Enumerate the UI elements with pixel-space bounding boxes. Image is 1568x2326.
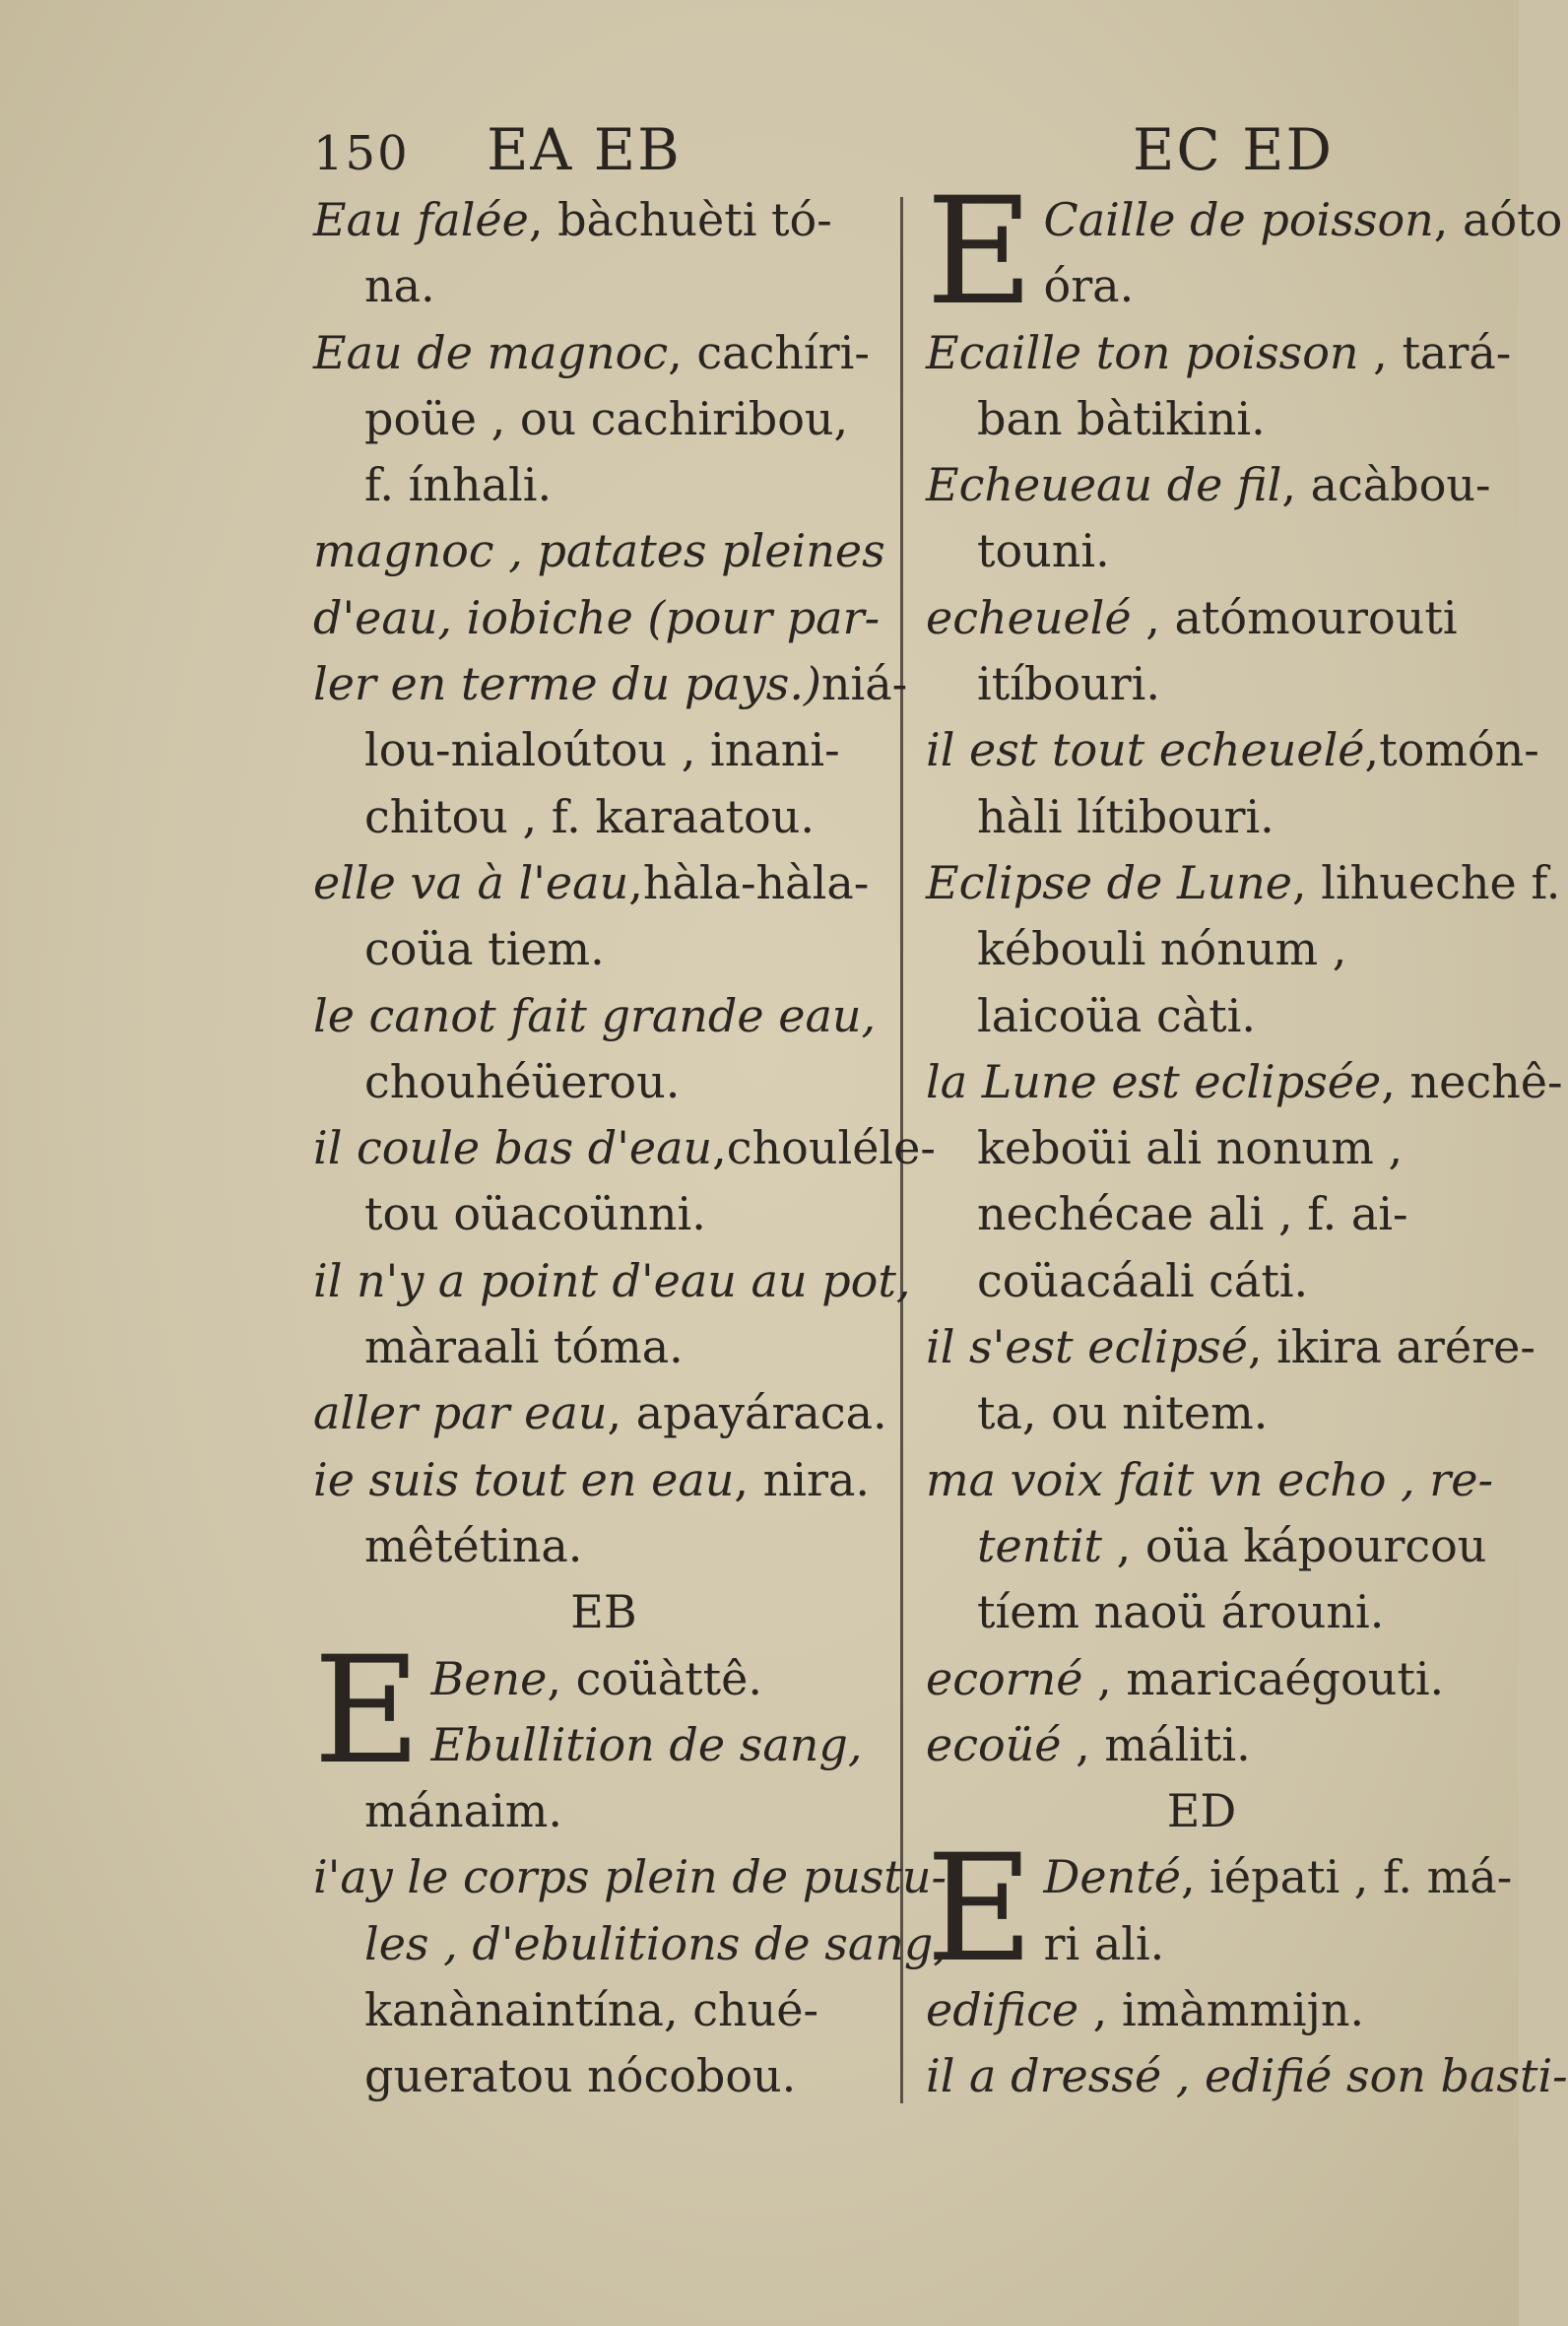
entry-caribbean: hàli lítibouri. bbox=[977, 789, 1274, 843]
entry-line bbox=[313, 1513, 894, 1579]
entry-french: il est tout echeuelé bbox=[926, 723, 1365, 777]
entry-line bbox=[313, 187, 894, 253]
entry-caribbean: na. bbox=[364, 259, 435, 313]
entry-line bbox=[313, 1778, 894, 1844]
entry-separator: , bbox=[712, 1121, 727, 1175]
entry-caribbean: , coüàttê. bbox=[547, 1651, 762, 1705]
entry-french: d'eau, iobiche (pour par- bbox=[313, 590, 881, 644]
entry-line bbox=[926, 386, 1477, 452]
entry-french: Bene bbox=[430, 1651, 548, 1705]
dropcap-entry-ecaille bbox=[926, 166, 1563, 338]
entry-caribbean: máliti. bbox=[1104, 1717, 1251, 1771]
entry-separator: , bbox=[1078, 1983, 1122, 2037]
entry-caribbean: tou oüacoünni. bbox=[364, 1187, 706, 1241]
entry-line bbox=[313, 1314, 894, 1380]
running-header-left bbox=[313, 116, 682, 183]
entry-line bbox=[926, 1115, 1477, 1181]
entry-line bbox=[926, 1977, 1477, 2043]
entry-french: il s'est eclipsé bbox=[926, 1320, 1248, 1374]
entry-french: aller par eau bbox=[313, 1386, 608, 1440]
entry-line bbox=[313, 320, 894, 386]
entry-line bbox=[313, 518, 894, 584]
entry-separator: , bbox=[607, 1386, 636, 1440]
entry-separator: , bbox=[1102, 1518, 1145, 1572]
drop-cap-letter: E bbox=[926, 166, 1034, 338]
entry-caribbean: tomón- bbox=[1379, 723, 1539, 777]
entry-french: il n'y a point d'eau au pot, bbox=[313, 1253, 911, 1307]
entry-caribbean: lihueche f. bbox=[1321, 855, 1561, 909]
entry-caribbean: laicoüa càti. bbox=[977, 988, 1256, 1042]
entry-french: Denté bbox=[1043, 1850, 1181, 1904]
entry-line bbox=[926, 518, 1477, 584]
entry-caribbean: óra. bbox=[1043, 259, 1135, 313]
entry-line bbox=[926, 1049, 1563, 1115]
entry-line bbox=[926, 585, 1477, 651]
entry-french: ie suis tout en eau bbox=[313, 1452, 735, 1506]
entry-line bbox=[313, 1911, 947, 1977]
entry-caribbean: gueratou nócobou. bbox=[364, 2049, 797, 2103]
entry-line bbox=[313, 1447, 894, 1513]
section-heading-eb: EB bbox=[570, 1585, 637, 1639]
entry-separator: , bbox=[1131, 590, 1175, 644]
entry-caribbean: nechê- bbox=[1409, 1054, 1563, 1108]
entry-line bbox=[313, 983, 894, 1049]
entry-french: le canot fait grande eau, bbox=[313, 988, 877, 1042]
entry-line bbox=[926, 1646, 1477, 1712]
entry-caribbean: poüe , ou cachiribou, bbox=[364, 391, 849, 445]
right-column bbox=[926, 166, 1568, 2110]
entry-caribbean: itíbouri. bbox=[977, 657, 1160, 711]
entry-line bbox=[313, 585, 894, 651]
drop-cap-letter: E bbox=[313, 1625, 422, 1797]
entry-caribbean: ri ali. bbox=[1043, 1916, 1165, 1970]
entry-french: Ecaille ton poisson bbox=[926, 325, 1359, 379]
entry-separator: , bbox=[1358, 325, 1403, 379]
drop-cap-letter: E bbox=[926, 1824, 1034, 1996]
entry-caribbean: maricaégouti. bbox=[1126, 1651, 1445, 1705]
entry-french: ecoüé bbox=[926, 1717, 1062, 1771]
dropcap-entry-ebene bbox=[313, 1625, 894, 1797]
entry-line bbox=[926, 784, 1477, 850]
entry-french: ma voix fait vn echo , re- bbox=[926, 1452, 1494, 1506]
entry-french: les , d'ebulitions de sang, bbox=[364, 1916, 947, 1970]
entry-caribbean: , iépati , f. má- bbox=[1180, 1850, 1513, 1904]
entry-french: Eclipse de Lune bbox=[926, 855, 1292, 909]
entry-caribbean: kébouli nónum , bbox=[977, 922, 1347, 976]
entry-line bbox=[313, 2043, 894, 2109]
entry-line bbox=[926, 1314, 1535, 1380]
entry-french: Eau falée bbox=[313, 193, 529, 246]
entry-line bbox=[313, 784, 894, 850]
entry-line bbox=[926, 717, 1539, 783]
entry-french: Ebullition de sang, bbox=[430, 1717, 863, 1771]
entry-caribbean: mánaim. bbox=[364, 1784, 563, 1838]
entry-caribbean: lou-nialoútou , inani- bbox=[364, 723, 840, 777]
entry-line bbox=[926, 651, 1477, 717]
entry-line bbox=[313, 1977, 894, 2043]
entry-separator: , bbox=[1247, 1320, 1277, 1374]
entry-caribbean: f. ínhali. bbox=[364, 458, 553, 512]
entry-line bbox=[313, 1380, 894, 1446]
entry-french: elle va à l'eau bbox=[313, 855, 629, 909]
entry-line bbox=[313, 1049, 894, 1115]
running-header-right: EC ED bbox=[1133, 116, 1334, 183]
entry-line bbox=[926, 1513, 1487, 1579]
entry-separator: , bbox=[528, 193, 558, 246]
entry-french: Eau de magnoc bbox=[313, 325, 669, 379]
entry-separator: , bbox=[1381, 1054, 1410, 1108]
entry-caribbean: nira. bbox=[762, 1452, 871, 1506]
entry-french: il a dressé , edifié son basti- bbox=[926, 2049, 1568, 2103]
entry-french: il coule bas d'eau bbox=[313, 1121, 713, 1175]
entry-caribbean: tará- bbox=[1402, 325, 1512, 379]
entry-line bbox=[926, 1447, 1494, 1513]
entry-line bbox=[313, 452, 894, 518]
entry-caribbean: acàbou- bbox=[1310, 458, 1491, 512]
entry-line bbox=[313, 1844, 947, 1910]
entry-separator: , bbox=[1364, 723, 1380, 777]
entry-line bbox=[926, 850, 1561, 916]
entry-caribbean: màraali tóma. bbox=[364, 1320, 684, 1374]
entry-caribbean: cachíri- bbox=[696, 325, 870, 379]
dropcap-entry-edente bbox=[926, 1824, 1513, 1996]
entry-caribbean: chouléle- bbox=[726, 1121, 936, 1175]
entry-separator: , bbox=[1291, 855, 1322, 909]
section-heading-ed: ED bbox=[1166, 1784, 1237, 1838]
entry-caribbean: oüa kápourcou bbox=[1144, 1518, 1487, 1572]
entry-line bbox=[313, 253, 894, 319]
entry-caribbean: kanànaintína, chué- bbox=[364, 1983, 819, 2037]
entry-separator: , bbox=[1281, 458, 1311, 512]
entry-separator: , bbox=[628, 855, 643, 909]
entry-separator: , bbox=[734, 1452, 763, 1506]
entry-french: ecorné bbox=[926, 1651, 1083, 1705]
entry-french: Echeueau de fil bbox=[926, 458, 1282, 512]
entry-line bbox=[926, 1712, 1477, 1778]
entry-line bbox=[926, 1181, 1477, 1247]
entry-caribbean: apayáraca. bbox=[635, 1386, 887, 1440]
entry-caribbean: coüa tiem. bbox=[364, 922, 605, 976]
page-number: 150 bbox=[313, 126, 410, 181]
left-column bbox=[313, 187, 947, 2110]
entry-caribbean: tíem naoü árouni. bbox=[977, 1585, 1385, 1639]
entry-line bbox=[313, 1115, 936, 1181]
entry-french: edifice bbox=[926, 1983, 1079, 2037]
entry-caribbean: mêtétina. bbox=[364, 1518, 583, 1572]
entry-line bbox=[926, 1248, 1477, 1314]
entry-line bbox=[313, 717, 894, 783]
entry-line bbox=[313, 850, 894, 916]
entry-caribbean: touni. bbox=[977, 524, 1110, 578]
entry-line bbox=[313, 386, 894, 452]
entry-french: la Lune est eclipsée bbox=[926, 1054, 1382, 1108]
entry-caribbean: atómourouti bbox=[1174, 590, 1458, 644]
entry-french: magnoc , patates pleines bbox=[313, 524, 885, 578]
entry-french: ler en terme du pays.) bbox=[313, 657, 821, 711]
entry-separator: , bbox=[668, 325, 697, 379]
entry-line bbox=[313, 916, 894, 982]
entry-french: tentit bbox=[977, 1518, 1103, 1572]
entry-line bbox=[313, 1248, 911, 1314]
guide-words-left: EA EB bbox=[487, 116, 682, 183]
entry-french: i'ay le corps plein de pustu- bbox=[313, 1850, 947, 1904]
entry-french: Caille de poisson bbox=[1043, 193, 1434, 246]
entry-caribbean: ikira arére- bbox=[1276, 1320, 1535, 1374]
entry-line bbox=[926, 916, 1477, 982]
entry-caribbean: nechécae ali , f. ai- bbox=[977, 1187, 1408, 1241]
entry-line bbox=[926, 2043, 1568, 2109]
entry-separator: , bbox=[1082, 1651, 1127, 1705]
entry-caribbean: , aóto bbox=[1433, 193, 1563, 246]
entry-caribbean: ta, ou nitem. bbox=[977, 1386, 1269, 1440]
entry-caribbean: imàmmijn. bbox=[1121, 1983, 1365, 2037]
entry-caribbean: chouhéüerou. bbox=[364, 1054, 681, 1108]
entry-line bbox=[313, 651, 908, 717]
entry-caribbean: coüacáali cáti. bbox=[977, 1253, 1309, 1307]
entry-line bbox=[926, 1579, 1477, 1645]
entry-line bbox=[926, 983, 1477, 1049]
entry-line bbox=[926, 1380, 1477, 1446]
entry-line bbox=[926, 320, 1512, 386]
entry-caribbean: bàchuèti tó- bbox=[557, 193, 832, 246]
entry-caribbean: hàla-hàla- bbox=[642, 855, 870, 909]
entry-caribbean: ban bàtikini. bbox=[977, 391, 1266, 445]
entry-caribbean: niá- bbox=[820, 657, 908, 711]
entry-separator: , bbox=[1061, 1717, 1105, 1771]
entry-caribbean: chitou , f. karaatou. bbox=[364, 789, 815, 843]
entry-line bbox=[313, 1181, 894, 1247]
entry-line bbox=[926, 452, 1491, 518]
entry-caribbean: keboüi ali nonum , bbox=[977, 1121, 1404, 1175]
entry-french: echeuelé bbox=[926, 590, 1132, 644]
